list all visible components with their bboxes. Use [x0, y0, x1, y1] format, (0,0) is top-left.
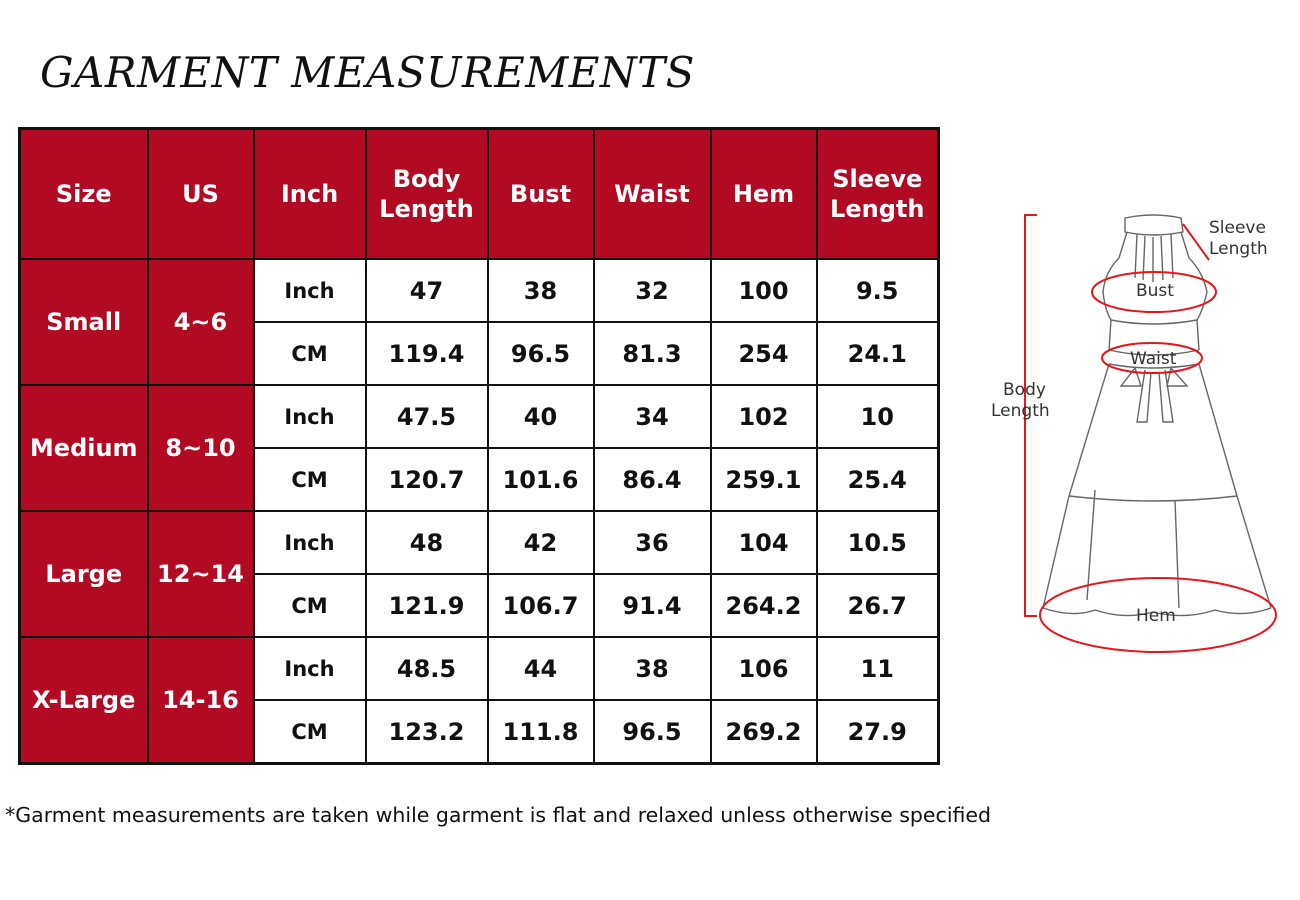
bust-value-cell: 44 — [488, 637, 594, 700]
header-body-length: Body Length — [366, 129, 488, 260]
header-us: US — [148, 129, 254, 260]
body-length-value-cell: 47.5 — [366, 385, 488, 448]
waist-value-cell: 38 — [594, 637, 711, 700]
waist-value-cell: 91.4 — [594, 574, 711, 637]
waist-label: Waist — [1130, 349, 1177, 369]
us-size-cell: 8~10 — [148, 385, 254, 511]
hem-value-cell: 104 — [711, 511, 817, 574]
table-row — [20, 259, 939, 322]
body-length-value-cell: 121.9 — [366, 574, 488, 637]
sleeve-length-value-cell: 10.5 — [817, 511, 939, 574]
body-length-label-line2: Length — [991, 401, 1050, 421]
sleeve-length-value-cell: 25.4 — [817, 448, 939, 511]
bust-value-cell: 42 — [488, 511, 594, 574]
body-length-value-cell: 48 — [366, 511, 488, 574]
us-size-cell: 4~6 — [148, 259, 254, 385]
waist-value-cell: 81.3 — [594, 322, 711, 385]
waist-value-cell: 86.4 — [594, 448, 711, 511]
waist-value-cell: 36 — [594, 511, 711, 574]
waist-value-cell: 32 — [594, 259, 711, 322]
table-row — [20, 385, 939, 448]
hem-value-cell: 264.2 — [711, 574, 817, 637]
hem-value-cell: 106 — [711, 637, 817, 700]
size-name-cell: X-Large — [20, 637, 148, 764]
body-length-label-line1: Body — [1003, 380, 1046, 400]
table-row — [20, 637, 939, 700]
bust-value-cell: 96.5 — [488, 322, 594, 385]
hem-value-cell: 100 — [711, 259, 817, 322]
body-length-value-cell: 120.7 — [366, 448, 488, 511]
unit-cell: CM — [254, 448, 366, 511]
table-body — [20, 259, 939, 764]
sleeve-length-label-line1: Sleeve — [1209, 218, 1266, 238]
unit-cell: CM — [254, 700, 366, 764]
bust-value-cell: 106.7 — [488, 574, 594, 637]
sleeve-length-value-cell: 11 — [817, 637, 939, 700]
sleeve-length-label-line2: Length — [1209, 239, 1268, 259]
sleeve-length-value-cell: 10 — [817, 385, 939, 448]
hem-value-cell: 102 — [711, 385, 817, 448]
hem-value-cell: 269.2 — [711, 700, 817, 764]
size-name-cell: Medium — [20, 385, 148, 511]
sleeve-length-value-cell: 26.7 — [817, 574, 939, 637]
header-bust: Bust — [488, 129, 594, 260]
unit-cell: Inch — [254, 259, 366, 322]
header-waist: Waist — [594, 129, 711, 260]
body-length-value-cell: 123.2 — [366, 700, 488, 764]
unit-cell: CM — [254, 322, 366, 385]
dress-diagram — [975, 200, 1285, 660]
us-size-cell: 14-16 — [148, 637, 254, 764]
hem-label: Hem — [1136, 606, 1176, 626]
unit-cell: CM — [254, 574, 366, 637]
size-table — [18, 127, 940, 765]
header-sleeve-length: Sleeve Length — [817, 129, 939, 260]
bust-label: Bust — [1136, 281, 1174, 301]
sleeve-length-marker — [1183, 224, 1209, 260]
header-unit: Inch — [254, 129, 366, 260]
unit-cell: Inch — [254, 385, 366, 448]
page-title: GARMENT MEASUREMENTS — [40, 48, 695, 97]
hem-value-cell: 254 — [711, 322, 817, 385]
footnote: *Garment measurements are taken while garment is flat and relaxed unless otherwise specified — [5, 803, 992, 827]
dress-outline — [1043, 215, 1271, 616]
bust-value-cell: 38 — [488, 259, 594, 322]
body-length-value-cell: 119.4 — [366, 322, 488, 385]
unit-cell: Inch — [254, 637, 366, 700]
body-length-value-cell: 47 — [366, 259, 488, 322]
hem-value-cell: 259.1 — [711, 448, 817, 511]
table-row — [20, 511, 939, 574]
waist-value-cell: 96.5 — [594, 700, 711, 764]
size-name-cell: Large — [20, 511, 148, 637]
bust-value-cell: 111.8 — [488, 700, 594, 764]
header-hem: Hem — [711, 129, 817, 260]
header-size: Size — [20, 129, 148, 260]
waist-value-cell: 34 — [594, 385, 711, 448]
sleeve-length-value-cell: 24.1 — [817, 322, 939, 385]
bust-value-cell: 101.6 — [488, 448, 594, 511]
sleeve-length-value-cell: 27.9 — [817, 700, 939, 764]
table-header-row — [20, 129, 939, 260]
unit-cell: Inch — [254, 511, 366, 574]
sleeve-length-value-cell: 9.5 — [817, 259, 939, 322]
body-length-value-cell: 48.5 — [366, 637, 488, 700]
size-name-cell: Small — [20, 259, 148, 385]
us-size-cell: 12~14 — [148, 511, 254, 637]
bust-value-cell: 40 — [488, 385, 594, 448]
